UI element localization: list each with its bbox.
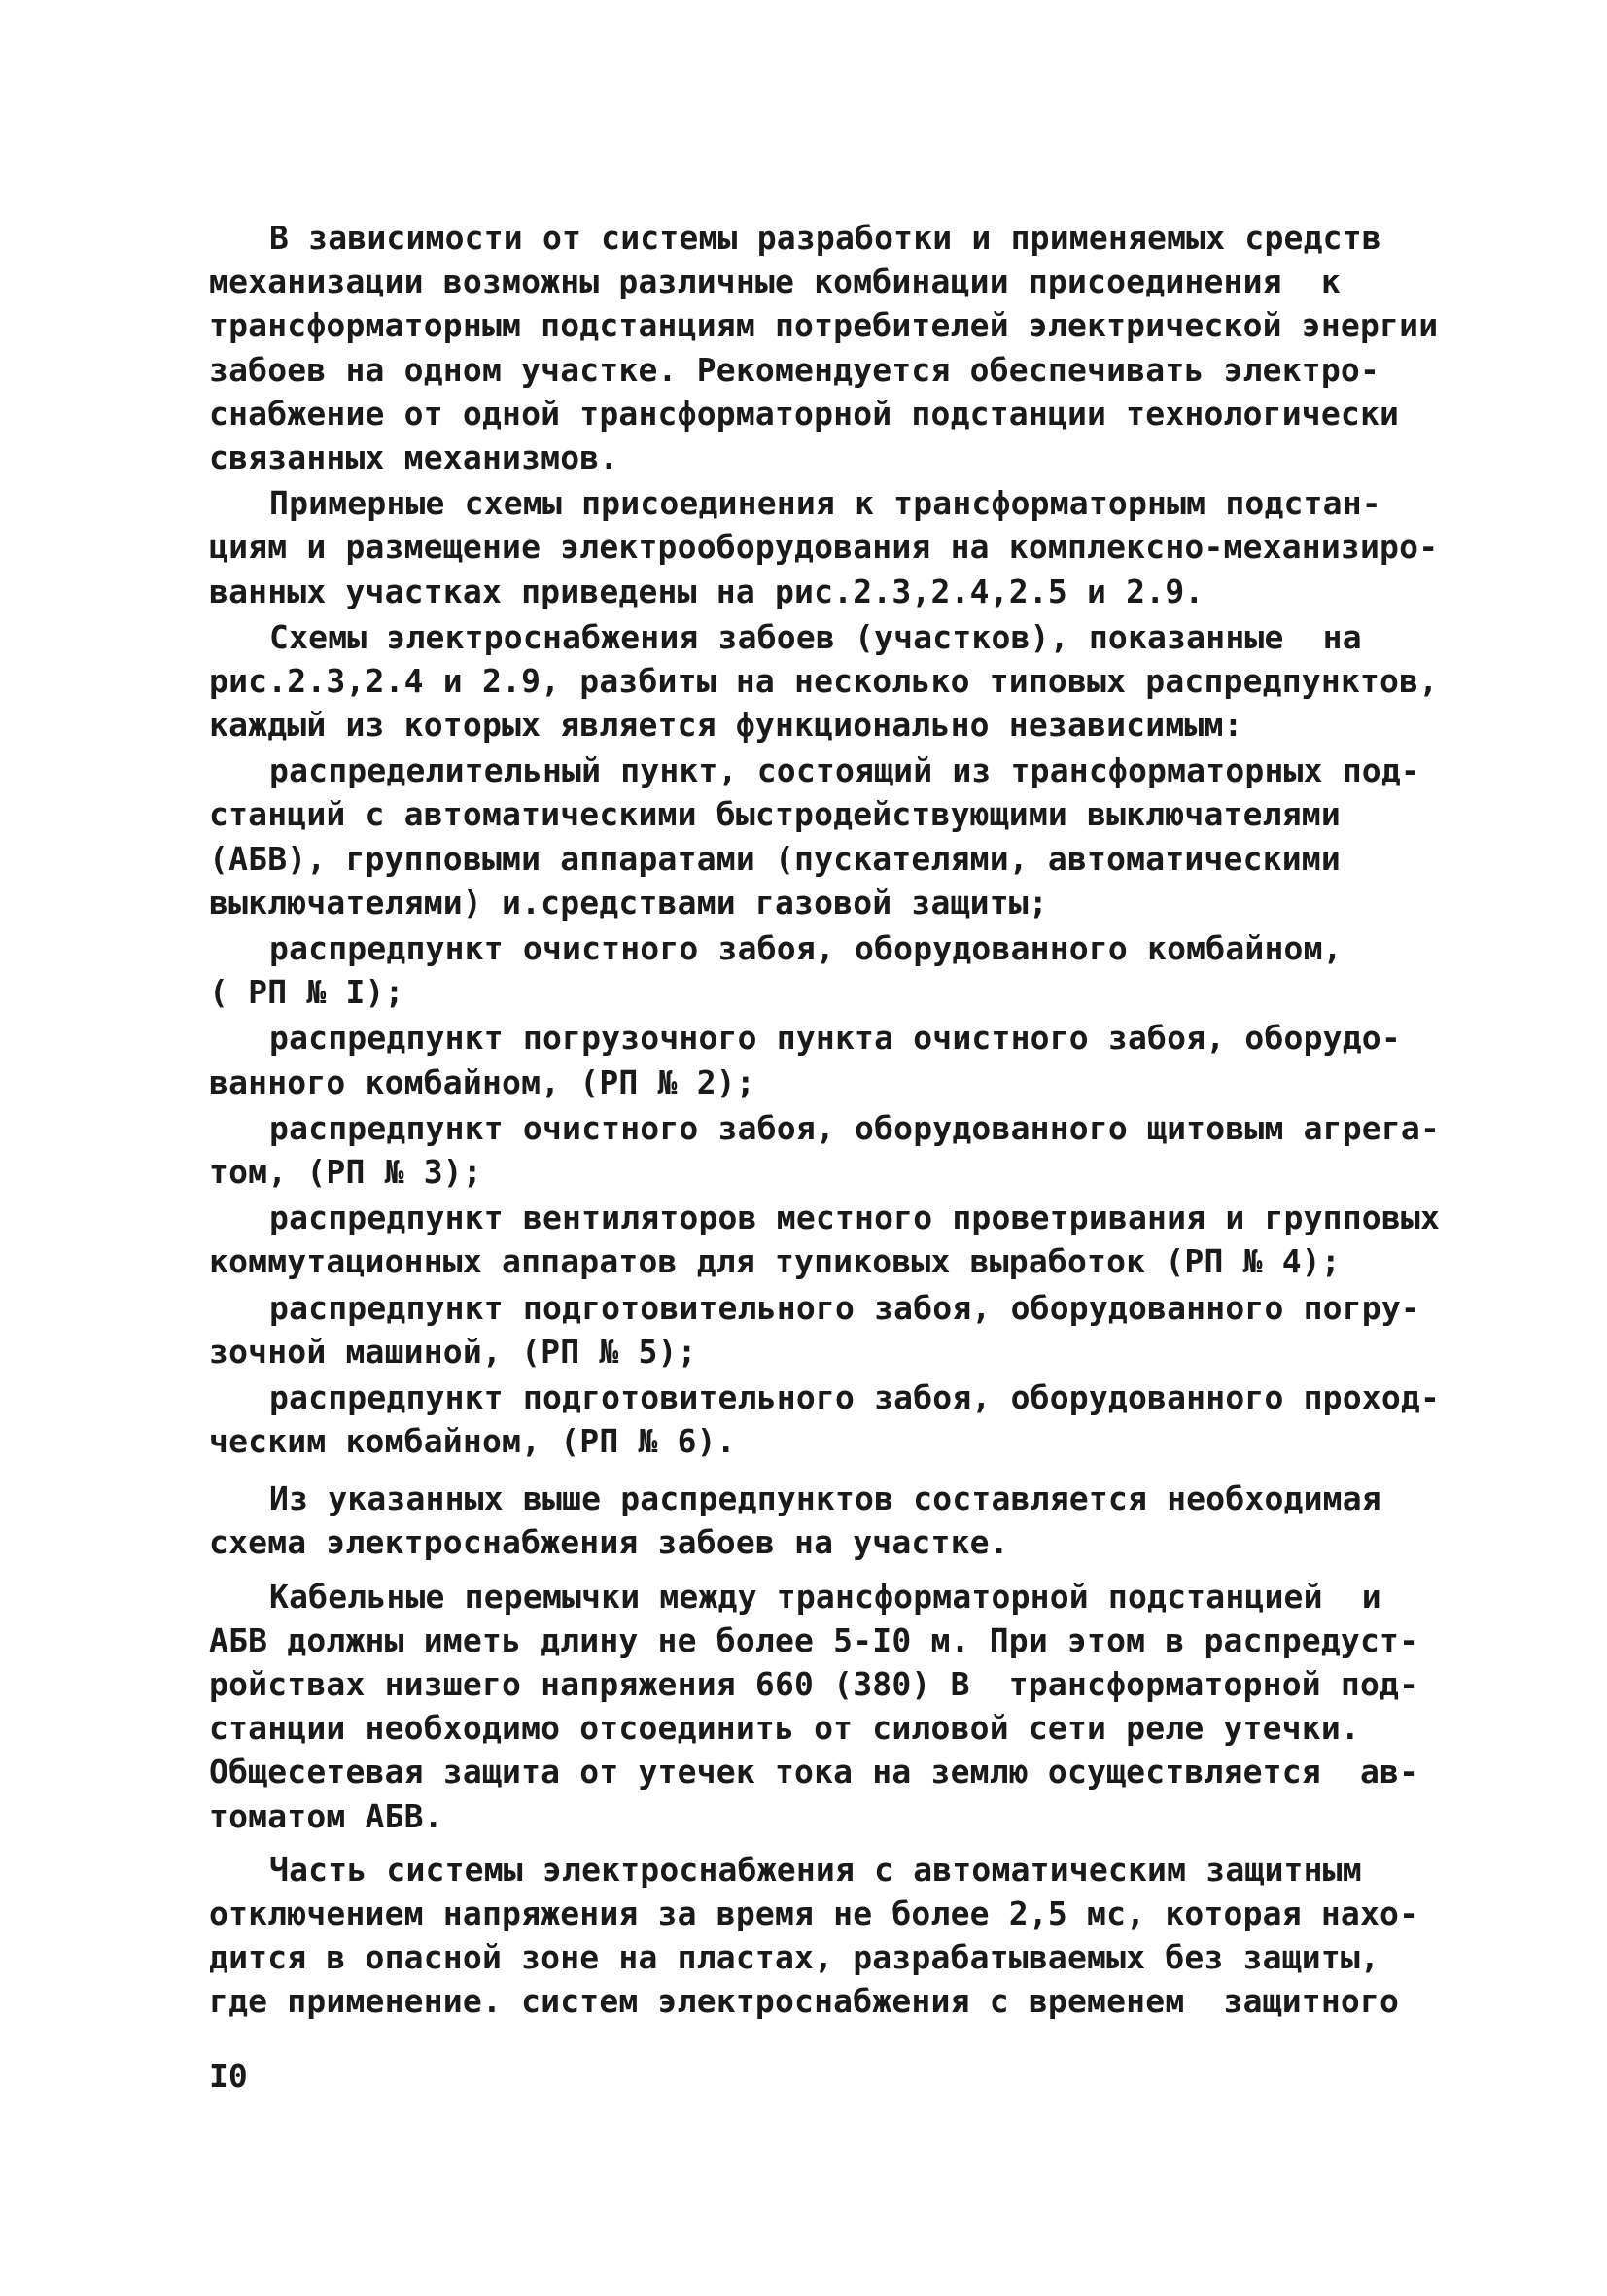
body-text <box>209 216 1441 2024</box>
text-line: ( РП № I); <box>209 973 404 1012</box>
list-item-rp-4 <box>209 1196 1441 1283</box>
text-line: связанных механизмов. <box>209 437 619 476</box>
text-line: распредпункт погрузочного пункта очистного забоя, оборудо- <box>269 1019 1401 1058</box>
text-line: том, (РП № 3); <box>209 1152 482 1191</box>
text-line: снабжение от одной трансформаторной подстанции технологически <box>209 394 1400 433</box>
text-line: дится в опасной зоне на пластах, разрабатываемых без защиты, <box>209 1938 1380 1977</box>
text-line: распредпункт вентиляторов местного проветривания и групповых <box>269 1199 1441 1237</box>
text-line: механизации возможны различные комбинации присоединения к <box>209 262 1341 301</box>
list-item-rp-5 <box>209 1286 1420 1374</box>
text-line: забоев на одном участке. Рекомендуется обеспечивать электро- <box>209 350 1380 389</box>
text-line: АБВ должны иметь длину не более 5-I0 м. При этом в распредуст- <box>209 1620 1419 1659</box>
text-line: рис.2.3,2.4 и 2.9, разбиты на несколько типовых распредпунктов, <box>209 661 1439 700</box>
text-line: схема электроснабжения забоев на участке. <box>209 1523 1009 1562</box>
paragraph-5 <box>209 1575 1419 1838</box>
text-line: зочной машиной, (РП № 5); <box>209 1332 697 1371</box>
text-line: ванного комбайном, (РП № 2); <box>209 1062 755 1101</box>
text-line: станции необходимо отсоединить от силовой сети реле утечки. <box>209 1709 1360 1748</box>
text-line: выключателями) и.средствами газовой защиты; <box>209 883 1048 922</box>
paragraph-4 <box>209 1477 1390 1564</box>
text-line: распредпункт очистного забоя, оборудованного щитовым агрега- <box>269 1108 1441 1147</box>
list-item-rp-2 <box>209 1016 1401 1103</box>
text-line: трансформаторным подстанциям потребителей электрической энергии <box>209 306 1439 345</box>
text-line: Общесетевая защита от утечек тока на землю осуществляется ав- <box>209 1753 1419 1792</box>
text-line: распредпункт подготовительного забоя, оборудованного проход- <box>269 1377 1441 1416</box>
text-line: отключением напряжения за время не более 2,5 мс, которая нахо- <box>209 1894 1419 1932</box>
paragraph-3 <box>209 615 1439 748</box>
page-number: I0 <box>209 2057 248 2095</box>
list-item-rp-3 <box>209 1106 1441 1194</box>
text-line: (АБВ), групповыми аппаратами (пускателями, автоматическими <box>209 839 1341 878</box>
text-line: ройствах низшего напряжения 660 (380) В трансформаторной под- <box>209 1665 1419 1703</box>
text-line: томатом АБВ. <box>209 1796 443 1835</box>
text-line: Примерные схемы присоединения к трансформаторным подстан- <box>269 484 1381 523</box>
text-line: ческим комбайном, (РП № 6). <box>209 1422 736 1461</box>
text-line: где применение. систем электроснабжения с временем защитного <box>209 1982 1400 2021</box>
list-item-distribution-point <box>209 748 1420 924</box>
text-line: коммутационных аппаратов для тупиковых выработок (РП № 4); <box>209 1242 1341 1281</box>
text-line: станций с автоматическими быстродействующими выключателями <box>209 795 1341 834</box>
text-line: распредпункт очистного забоя, оборудованного комбайном, <box>269 929 1343 967</box>
text-line: Часть системы электроснабжения с автоматическим защитным <box>269 1850 1362 1889</box>
text-line: Схемы электроснабжения забоев (участков), показанные на <box>269 617 1362 656</box>
paragraph-2 <box>209 481 1439 613</box>
list-item-rp-1 <box>209 926 1390 1014</box>
text-line: циям и размещение электрооборудования на комплексно-механизиро- <box>209 528 1439 567</box>
text-line: распредпункт подготовительного забоя, оборудованного погру- <box>269 1288 1420 1327</box>
text-line: Из указанных выше распредпунктов составляется необходимая <box>269 1479 1381 1518</box>
paragraph-6 <box>209 1848 1419 2024</box>
paragraph-1 <box>209 216 1439 479</box>
text-line: Кабельные перемычки между трансформаторной подстанцией и <box>269 1577 1381 1616</box>
text-line: ванных участках приведены на рис.2.3,2.4,2.5 и 2.9. <box>209 572 1205 610</box>
list-item-rp-6 <box>209 1375 1441 1463</box>
text-line: распределительный пункт, состоящий из трансформаторных под- <box>269 751 1420 790</box>
text-line: каждый из которых является функционально независимым: <box>209 706 1243 745</box>
text-line: В зависимости от системы разработки и применяемых средств <box>269 219 1381 257</box>
